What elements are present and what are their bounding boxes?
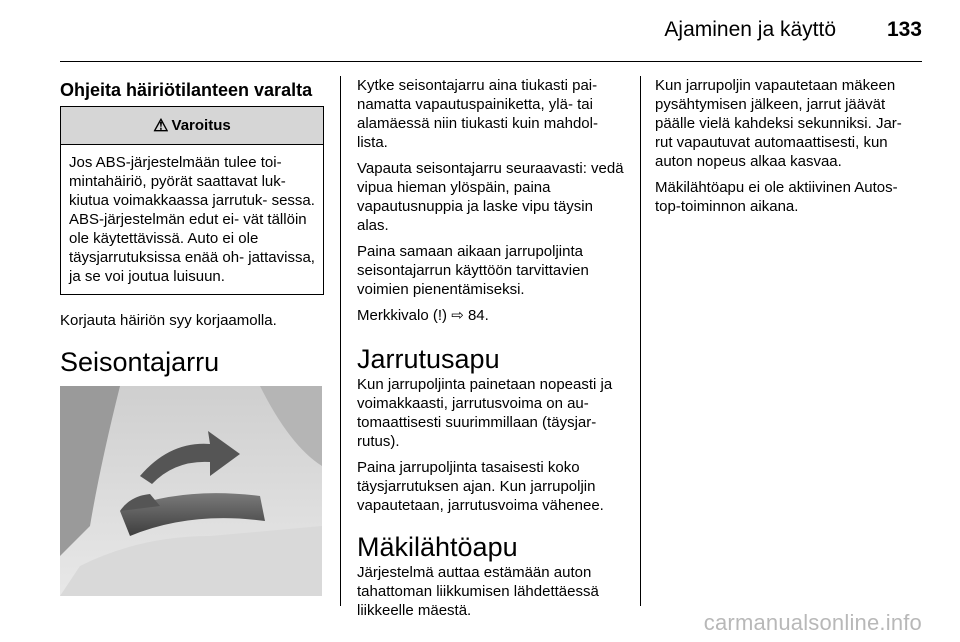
paragraph: Paina jarrupoljinta tasaisesti koko täysjarrutuksen ajan. Kun jarrupoljin vapautetaan, jarrutusvoima vähenee.: [357, 459, 604, 514]
brake-assist-heading: Jarrutusapu: [357, 344, 500, 374]
page-number: 133: [886, 18, 922, 41]
warning-title: Varoitus: [171, 117, 231, 134]
parking-brake-photo: [60, 386, 322, 596]
warning-box: [60, 106, 324, 295]
hill-start-heading: Mäkilähtöapu: [357, 532, 518, 562]
indicator-label: Merkkivalo: [357, 307, 429, 324]
column-2: [357, 76, 625, 627]
parking-brake-heading: Seisontajarru: [60, 347, 220, 377]
header-rule: [60, 61, 922, 62]
warning-text: Jos ABS-järjestelmään tulee toi- mintahäiriö, pyörät saattavat luk- kiutua voimakkaassa jarrutuk- sessa. ABS-järjestelmän edut ei- vät tällöin ole käytettävissä. Auto ei ole täysjarrutuksissa enää oh- jattavissa, ja se voi joutua luisuun.: [69, 154, 315, 285]
column-1: [60, 76, 324, 596]
page-header: [60, 18, 922, 58]
watermark: carmanualsonline.info: [703, 610, 922, 635]
paragraph: Kun jarrupoljin vapautetaan mäkeen pysähtymisen jälkeen, jarrut jäävät päälle vielä kahdeksi sekunniksi. Jar- rut vapautuvat automaattisesti, kun auton nopeus alkaa kasvaa.: [655, 77, 902, 170]
brake-warning-icon: (!): [432, 307, 448, 324]
column-divider-2: [640, 76, 641, 606]
column-3: [655, 76, 923, 223]
section-title: Ajaminen ja käyttö: [664, 18, 836, 41]
paragraph: Mäkilähtöapu ei ole aktiivinen Autos- top-toiminnon aikana.: [655, 179, 898, 215]
page-ref: 84.: [467, 307, 489, 324]
indicator-reference: [357, 306, 625, 325]
troubleshooting-subheading: Ohjeita häiriötilanteen varalta: [60, 80, 313, 100]
warning-icon: ⚠: [153, 116, 169, 135]
warning-header: [61, 107, 323, 145]
paragraph: Vapauta seisontajarru seuraavasti: vedä vipua hieman ylöspäin, paina vapautusnuppia ja laske vipu täysin alas.: [357, 160, 624, 234]
column-divider-1: [340, 76, 341, 606]
paragraph: Järjestelmä auttaa estämään auton tahattoman liikkumisen lähdettäessä liikkeelle mäestä.: [357, 564, 599, 619]
repair-paragraph: Korjauta häiriön syy korjaamolla.: [60, 312, 277, 329]
paragraph: Paina samaan aikaan jarrupoljinta seisontajarrun käyttöön tarvittavien voimien pienentämiseksi.: [357, 243, 589, 298]
paragraph: Kun jarrupoljinta painetaan nopeasti ja voimakkaasti, jarrutusvoima on au- tomaattisesti suurimmillaan (täysjar- rutus).: [357, 376, 613, 450]
page-ref-arrow-icon: ⇨: [451, 307, 464, 324]
paragraph: Kytke seisontajarru aina tiukasti pai- namatta vapautuspainiketta, ylä- tai alamäessä niin tiukasti kuin mahdol- lista.: [357, 77, 598, 151]
